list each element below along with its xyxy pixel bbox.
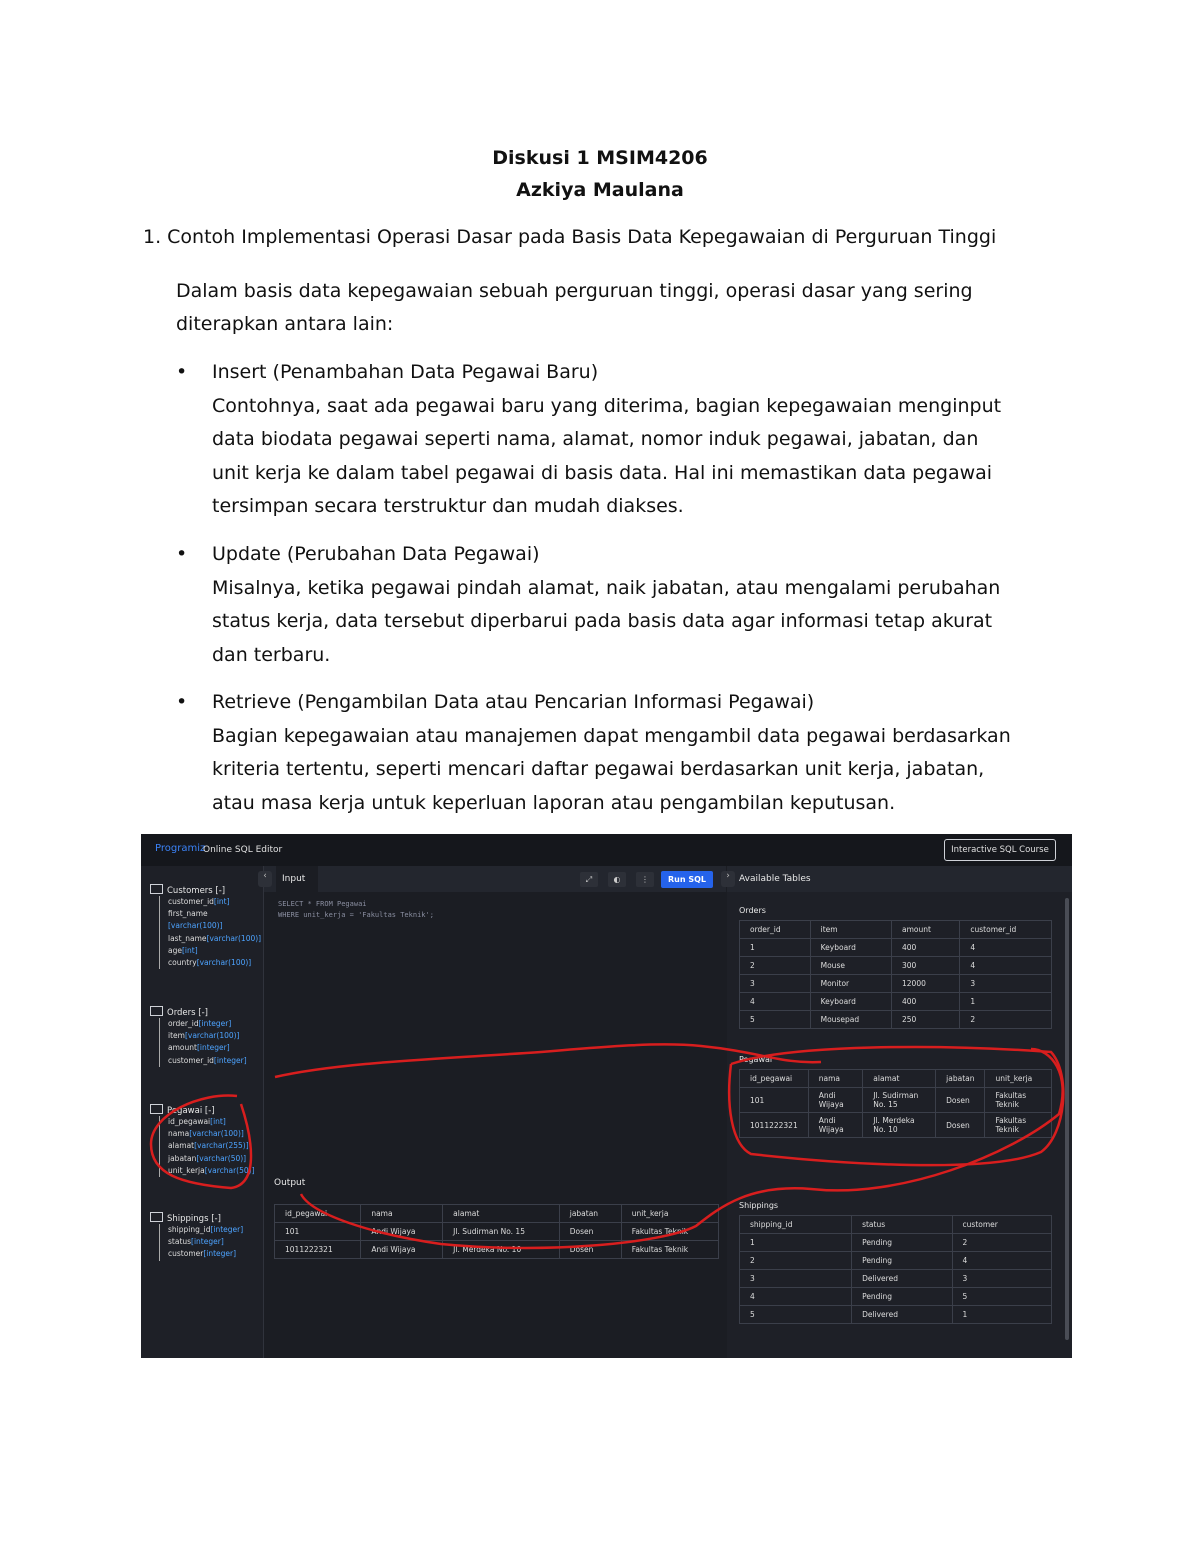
table-row: [740, 1113, 1052, 1138]
table-cell: Fakultas Teknik: [621, 1223, 718, 1241]
table-cell: Keyboard: [810, 939, 891, 957]
fullscreen-icon[interactable]: ⤢: [580, 872, 598, 887]
app-topbar: [141, 834, 1072, 866]
course-button[interactable]: Interactive SQL Course: [944, 839, 1056, 861]
table-cell: 1: [740, 1234, 852, 1252]
table-cell: 1: [952, 1306, 1051, 1324]
sidebar-table-name: Shippings [-]: [167, 1214, 221, 1224]
column-type: [integer]: [191, 1237, 224, 1247]
column-name: age: [168, 945, 182, 955]
run-sql-button[interactable]: Run SQL: [661, 871, 713, 888]
bullet-dot: •: [176, 691, 188, 713]
app-title: Online SQL Editor: [203, 845, 283, 855]
table-cell: 3: [952, 1270, 1051, 1288]
column-type: [varchar(50)]: [204, 1165, 255, 1175]
table-cell: 2: [740, 957, 811, 975]
table-cell: Jl. Merdeka No. 10: [443, 1241, 560, 1259]
column-name: first_name: [168, 909, 208, 919]
bullet-line: dan terbaru.: [212, 643, 331, 666]
table-cell: Jl. Sudirman No. 15: [443, 1223, 560, 1241]
available-tables-header: [727, 866, 1072, 892]
editor-tabbar: [264, 866, 726, 892]
more-options-icon[interactable]: ⋮: [636, 872, 654, 887]
table-cell: 2: [952, 1234, 1051, 1252]
column-header: id_pegawai: [275, 1205, 361, 1223]
table-icon: [150, 1212, 163, 1222]
shippings-table: [739, 1215, 1052, 1324]
orders-title: Orders: [739, 906, 766, 915]
intro-line-2: diterapkan antara lain:: [176, 313, 394, 335]
table-row: [275, 1241, 719, 1259]
scrollbar[interactable]: [1065, 898, 1069, 1340]
table-cell: Monitor: [810, 975, 891, 993]
table-cell: 5: [740, 1011, 811, 1029]
column-name: jabatan: [168, 1153, 197, 1163]
column-name: last_name: [168, 933, 207, 943]
bullet-line: kriteria tertentu, seperti mencari daftar pegawai berdasarkan unit kerja, jabatan,: [212, 758, 985, 780]
table-cell: 5: [740, 1306, 852, 1324]
table-cell: 4: [740, 993, 811, 1011]
column-name: id_pegawai: [168, 1117, 211, 1126]
table-header-row: [740, 921, 1052, 939]
column-header: item: [810, 921, 891, 939]
table-cell: 400: [892, 993, 960, 1011]
table-cell: Andi Wijaya: [808, 1113, 863, 1138]
table-cell: 300: [892, 957, 960, 975]
table-row: [740, 1252, 1052, 1270]
column-type: [varchar(50)]: [196, 1153, 247, 1163]
column-type: [int]: [213, 897, 230, 906]
column-header: id_pegawai: [740, 1070, 809, 1088]
table-cell: 3: [960, 975, 1052, 993]
output-label: Output: [274, 1178, 306, 1188]
table-row: [740, 975, 1052, 993]
table-cell: Pending: [852, 1252, 952, 1270]
table-cell: Andi Wijaya: [361, 1223, 443, 1241]
table-cell: 1011222321: [275, 1241, 361, 1259]
table-header-row: [275, 1205, 719, 1223]
table-row: [275, 1223, 719, 1241]
table-cell: Mousepad: [810, 1011, 891, 1029]
table-cell: Dosen: [936, 1113, 985, 1138]
table-row: [740, 1288, 1052, 1306]
bullet-dot: •: [176, 361, 188, 383]
table-cell: Jl. Merdeka No. 10: [863, 1113, 936, 1138]
table-icon: [150, 884, 163, 894]
pegawai-title: Pegawai: [739, 1055, 773, 1064]
column-header: amount: [892, 921, 960, 939]
table-row: [740, 993, 1052, 1011]
column-type: [varchar(255)]: [194, 1141, 249, 1151]
table-icon: [150, 1104, 163, 1114]
code-editor[interactable]: [278, 899, 434, 921]
table-cell: Andi Wijaya: [361, 1241, 443, 1259]
available-tables-label: Available Tables: [739, 874, 811, 884]
table-cell: 250: [892, 1011, 960, 1029]
table-cell: Fakultas Teknik: [985, 1113, 1052, 1138]
column-type: [int]: [181, 945, 198, 955]
chevron-left-icon[interactable]: ‹: [258, 871, 272, 887]
column-type: [varchar(100)]: [206, 933, 262, 943]
table-cell: 12000: [892, 975, 960, 993]
sidebar-table-pegawai[interactable]: [150, 1104, 255, 1177]
column-name: amount: [168, 1043, 197, 1053]
table-cell: 1011222321: [740, 1113, 809, 1138]
bullet-line: Insert (Penambahan Data Pegawai Baru): [212, 361, 599, 383]
table-row: [740, 939, 1052, 957]
column-type: [varchar(100)]: [168, 921, 223, 931]
column-header: jabatan: [559, 1205, 621, 1223]
table-row: [740, 957, 1052, 975]
table-cell: 1: [960, 993, 1052, 1011]
column-name: customer_id: [168, 897, 214, 906]
column-name: order_id: [168, 1019, 199, 1028]
column-name: nama: [168, 1129, 190, 1139]
bullet-line: tersimpan secara terstruktur dan mudah diakses.: [212, 495, 684, 517]
table-cell: 400: [892, 939, 960, 957]
bullet-line: Retrieve (Pengambilan Data atau Pencarian Informasi Pegawai): [212, 691, 815, 713]
schema-sidebar: [141, 866, 264, 1358]
available-tables-panel: [727, 866, 1072, 1358]
column-type: [integer]: [196, 1043, 230, 1053]
sidebar-table-name: Pegawai [-]: [167, 1106, 215, 1116]
output-table: [274, 1204, 719, 1259]
table-cell: Delivered: [852, 1270, 952, 1288]
table-cell: 1: [740, 939, 811, 957]
table-cell: Delivered: [852, 1306, 952, 1324]
table-cell: Dosen: [936, 1088, 985, 1113]
bullet-line: data biodata pegawai seperti nama, alamat, nomor induk pegawai, jabatan, dan: [212, 428, 979, 450]
table-row: [740, 1011, 1052, 1029]
table-row: [740, 1088, 1052, 1113]
table-cell: Fakultas Teknik: [985, 1088, 1052, 1113]
table-cell: Dosen: [559, 1223, 621, 1241]
code-line: WHERE unit_kerja = 'Fakultas Teknik';: [278, 911, 434, 919]
column-name: status: [168, 1237, 192, 1247]
table-row: [740, 1306, 1052, 1324]
table-cell: 101: [275, 1223, 361, 1241]
column-type: [integer]: [213, 1055, 247, 1065]
sidebar-table-customers[interactable]: [150, 884, 261, 969]
intro-line-1: Dalam basis data kepegawaian sebuah perguruan tinggi, operasi dasar yang sering: [176, 280, 973, 302]
column-name: country: [168, 958, 197, 968]
column-header: alamat: [443, 1205, 560, 1223]
column-type: [varchar(100)]: [189, 1129, 244, 1139]
table-cell: 3: [740, 1270, 852, 1288]
tab-input[interactable]: Input: [276, 866, 318, 892]
table-cell: 2: [740, 1252, 852, 1270]
column-header: nama: [361, 1205, 443, 1223]
column-name: customer_id: [168, 1055, 214, 1065]
sidebar-table-name: Orders [-]: [167, 1008, 208, 1018]
column-name: customer: [168, 1249, 204, 1259]
column-name: unit_kerja: [168, 1165, 205, 1175]
table-cell: 101: [740, 1088, 809, 1113]
table-cell: Pending: [852, 1288, 952, 1306]
column-name: item: [168, 1031, 185, 1041]
column-name: shipping_id: [168, 1225, 211, 1234]
table-cell: 4: [960, 957, 1052, 975]
bullet-line: atau masa kerja untuk keperluan laporan atau pengambilan keputusan.: [212, 791, 896, 814]
table-cell: Mouse: [810, 957, 891, 975]
bullet-line: Update (Perubahan Data Pegawai): [212, 543, 540, 565]
section-heading: 1. Contoh Implementasi Operasi Dasar pada Basis Data Kepegawaian di Perguruan Tinggi: [143, 226, 997, 248]
column-header: unit_kerja: [985, 1070, 1052, 1088]
column-header: order_id: [740, 921, 811, 939]
table-cell: 2: [960, 1011, 1052, 1029]
doc-title: Diskusi 1 MSIM4206: [492, 147, 708, 169]
bullet-dot: •: [176, 543, 188, 565]
table-cell: Dosen: [559, 1241, 621, 1259]
doc-author: Azkiya Maulana: [516, 179, 684, 201]
bullet-line: Contohnya, saat ada pegawai baru yang diterima, bagian kepegawaian menginput: [212, 394, 1002, 417]
table-cell: 4: [740, 1288, 852, 1306]
table-cell: Keyboard: [810, 993, 891, 1011]
chevron-right-icon[interactable]: ›: [721, 871, 735, 887]
table-cell: 3: [740, 975, 811, 993]
bullet-line: unit kerja ke dalam tabel pegawai di basis data. Hal ini memastikan data pegawai: [212, 461, 993, 484]
column-header: customer: [952, 1216, 1051, 1234]
column-type: [varchar(100)]: [184, 1031, 240, 1041]
column-header: unit_kerja: [621, 1205, 718, 1223]
sidebar-table-shippings[interactable]: [150, 1212, 243, 1261]
table-header-row: [740, 1216, 1052, 1234]
table-cell: 5: [952, 1288, 1051, 1306]
column-name: alamat: [168, 1141, 195, 1151]
table-cell: Pending: [852, 1234, 952, 1252]
table-row: [740, 1234, 1052, 1252]
column-header: jabatan: [936, 1070, 985, 1088]
sql-editor-screenshot: [141, 834, 1072, 1358]
column-type: [int]: [210, 1117, 226, 1126]
code-line: SELECT * FROM Pegawai: [278, 900, 367, 908]
table-cell: Jl. Sudirman No. 15: [863, 1088, 936, 1113]
column-type: [varchar(100)]: [196, 958, 252, 968]
sidebar-table-orders[interactable]: [150, 1006, 247, 1067]
column-header: customer_id: [960, 921, 1052, 939]
table-cell: 4: [952, 1252, 1051, 1270]
column-header: nama: [808, 1070, 863, 1088]
table-header-row: [740, 1070, 1052, 1088]
sidebar-table-name: Customers [-]: [167, 886, 226, 896]
editor-panel: [264, 866, 726, 1358]
table-cell: Fakultas Teknik: [621, 1241, 718, 1259]
shippings-title: Shippings: [739, 1201, 779, 1210]
column-header: status: [852, 1216, 952, 1234]
theme-icon[interactable]: ◐: [608, 872, 626, 887]
column-type: [integer]: [203, 1249, 237, 1259]
table-cell: 4: [960, 939, 1052, 957]
pegawai-table: [739, 1069, 1052, 1138]
column-header: alamat: [863, 1070, 936, 1088]
table-cell: Andi Wijaya: [808, 1088, 863, 1113]
column-header: shipping_id: [740, 1216, 852, 1234]
bullet-line: status kerja, data tersebut diperbarui pada basis data agar informasi tetap akurat: [212, 610, 993, 632]
column-type: [integer]: [198, 1019, 232, 1028]
table-icon: [150, 1006, 163, 1016]
column-type: [integer]: [210, 1225, 244, 1234]
table-row: [740, 1270, 1052, 1288]
bullet-line: Misalnya, ketika pegawai pindah alamat, naik jabatan, atau mengalami perubahan: [212, 576, 1001, 599]
app-logo[interactable]: Programiz: [155, 843, 206, 854]
bullet-line: Bagian kepegawaian atau manajemen dapat mengambil data pegawai berdasarkan: [212, 724, 1011, 747]
orders-table: [739, 920, 1052, 1029]
